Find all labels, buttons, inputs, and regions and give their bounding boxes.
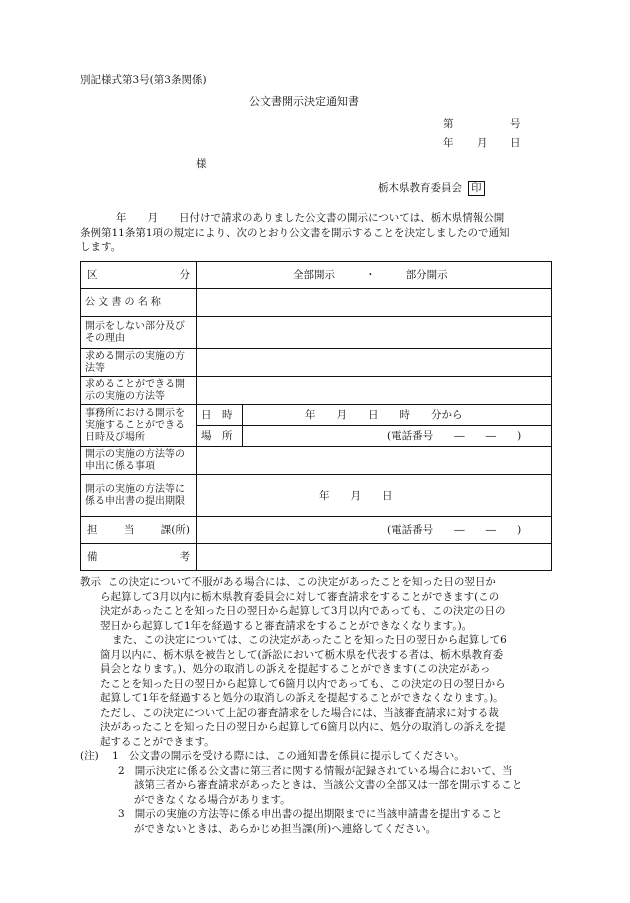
body-line: 年 月 日付けで請求のありました公文書の開示については、栃木県情報公開 (116, 212, 505, 224)
body-paragraph (80, 211, 510, 255)
row-deadline (81, 475, 552, 517)
requested-method-value (197, 349, 552, 377)
row-document-name (81, 289, 552, 317)
datetime-value: 年 月 日 時 分から (305, 409, 463, 421)
remarks-value (197, 544, 552, 571)
notice-label: 教示 (80, 576, 101, 588)
document-title: 公文書開示決定通知書 (249, 95, 359, 108)
place-value-cell (243, 426, 552, 447)
form-reference: 別記様式第3号(第3条関係) (80, 74, 207, 86)
notice-line: ら起算して3月以内に栃木県教育委員会に対して審査請求をすることができます(この (100, 590, 500, 603)
notes-label: (注) (80, 750, 99, 762)
notice-line: ただし、この決定について上記の審査請求をした場合には、当該審査請求に対する裁 (100, 706, 499, 719)
note-number: 1 (112, 750, 119, 762)
place-label: 場 所 (197, 426, 243, 447)
disclosure-table (80, 261, 552, 571)
undisclosed-value (197, 317, 552, 349)
notice-line: 起算して1年を経過すると処分の取消しの訴えを提起することができなくなります。)。 (100, 692, 504, 704)
available-method-value (197, 377, 552, 405)
category-value-cell (197, 262, 552, 289)
note-number: 2 (118, 764, 125, 777)
notice-line: また、この決定については、この決定があったことを知った日の翌日から起算して6 (112, 634, 507, 646)
note-item-1 (80, 749, 580, 764)
addressee-suffix: 様 (196, 158, 207, 170)
row-category (81, 262, 552, 289)
row-available-method (81, 377, 552, 405)
notice-line: 翌日から起算して1年を経過すると審査請求をすることができなくなります。)。 (100, 619, 473, 632)
notice-line: 起することができます。 (100, 735, 215, 748)
remarks-label-cell (81, 544, 197, 571)
notice-line: 箇月以内に、栃木県を被告として(訴訟において栃木県を代表する者は、栃木県教育委 (100, 648, 504, 661)
available-method-label: 求めることができる開示の実施の方法等 (81, 377, 197, 405)
office-disclosure-label: 事務所における開示を実施することができる日時及び場所 (81, 405, 197, 447)
row-department (81, 517, 552, 544)
application-matters-value (197, 447, 552, 475)
row-requested-method (81, 349, 552, 377)
deadline-value: 年 月 日 (319, 489, 393, 502)
note-item-2 (80, 764, 580, 779)
department-phone: (電話番号 ― ― ) (387, 524, 522, 536)
remarks-label-a: 備 (87, 551, 98, 563)
note-number: 3 (118, 808, 125, 820)
number-prefix: 第 (443, 118, 454, 130)
option-full-disclosure: 全部開示 (293, 269, 335, 281)
datetime-value-cell (243, 405, 552, 426)
option-separator: ・ (365, 269, 376, 281)
place-phone: (電話番号 ― ― ) (387, 430, 522, 442)
notice-first-line (80, 575, 580, 590)
application-matters-label: 開示の実施の方法等の申出に係る事項 (81, 447, 197, 475)
undisclosed-label: 開示をしない部分及びその理由 (81, 317, 197, 349)
remarks-label-b: 考 (179, 551, 190, 563)
seal-mark: 印 (468, 181, 485, 196)
note-line: 該第三者から審査請求があったときは、当該公文書の全部又は一部を開示すること (134, 779, 523, 791)
note-line: ができないときは、あらかじめ担当課(所)へ連絡してください。 (134, 822, 437, 835)
notice-line: この決定について不服がある場合には、この決定があったことを知った日の翌日か (107, 576, 496, 588)
department-label-a: 担 (87, 524, 98, 536)
body-line: 条例第11条第1項の規定により、次のとおり公文書を開示することを決定しましたので通知 (80, 226, 510, 239)
date-day: 日 (510, 137, 521, 149)
requested-method-label: 求める開示の実施の方法等 (81, 349, 197, 377)
row-remarks (81, 544, 552, 571)
notice-line: 員会となります。)、処分の取消しの訴えを提起することができます(この決定があっ (100, 663, 491, 675)
department-label-c: 課(所) (160, 524, 190, 536)
datetime-label: 日 時 (197, 405, 243, 426)
note-line: 開示決定に係る公文書に第三者に関する情報が記録されている場合において、当 (134, 764, 513, 777)
department-label-b: 当 (123, 524, 135, 536)
department-value-cell (197, 517, 552, 544)
number-suffix: 号 (510, 118, 521, 130)
deadline-label: 開示の実施の方法等に係る申出書の提出期限 (81, 475, 197, 517)
notice-line: 決があったことを知った日の翌日から起算して6箇月以内に、処分の取消しの訴えを提 (100, 721, 506, 733)
issuer-line (378, 181, 485, 196)
row-undisclosed (81, 317, 552, 349)
department-label-cell (81, 517, 197, 544)
category-label-cell (81, 262, 197, 289)
note-line: 公文書の開示を受ける際には、この通知書を係員に提示してください。 (128, 750, 465, 762)
note-line: ができなくなる場合があります。 (134, 793, 291, 806)
document-name-label: 公 文 書 の 名 称 (81, 289, 197, 317)
date-year: 年 (443, 137, 454, 149)
notice-section (80, 575, 580, 836)
date-month: 月 (477, 137, 488, 149)
row-application-matters (81, 447, 552, 475)
option-partial-disclosure: 部分開示 (405, 269, 448, 281)
notice-line: たことを知った日の翌日から起算して6箇月以内であっても、この決定の日の翌日から (100, 677, 506, 690)
category-label-b: 分 (179, 269, 190, 281)
note-line: 開示の実施の方法等に係る申出書の提出期限までに当該申請書を提出すること (134, 808, 503, 820)
row-office-datetime (81, 405, 552, 426)
issuer-name: 栃木県教育委員会 (378, 182, 462, 194)
notice-line: 決定があったことを知った日の翌日から起算して3月以内であっても、この決定の日の (100, 605, 506, 617)
deadline-value-cell (197, 475, 552, 517)
body-line: します。 (80, 241, 122, 253)
note-item-3 (80, 807, 580, 822)
category-label-a: 区 (87, 269, 98, 281)
document-name-value (197, 289, 552, 317)
